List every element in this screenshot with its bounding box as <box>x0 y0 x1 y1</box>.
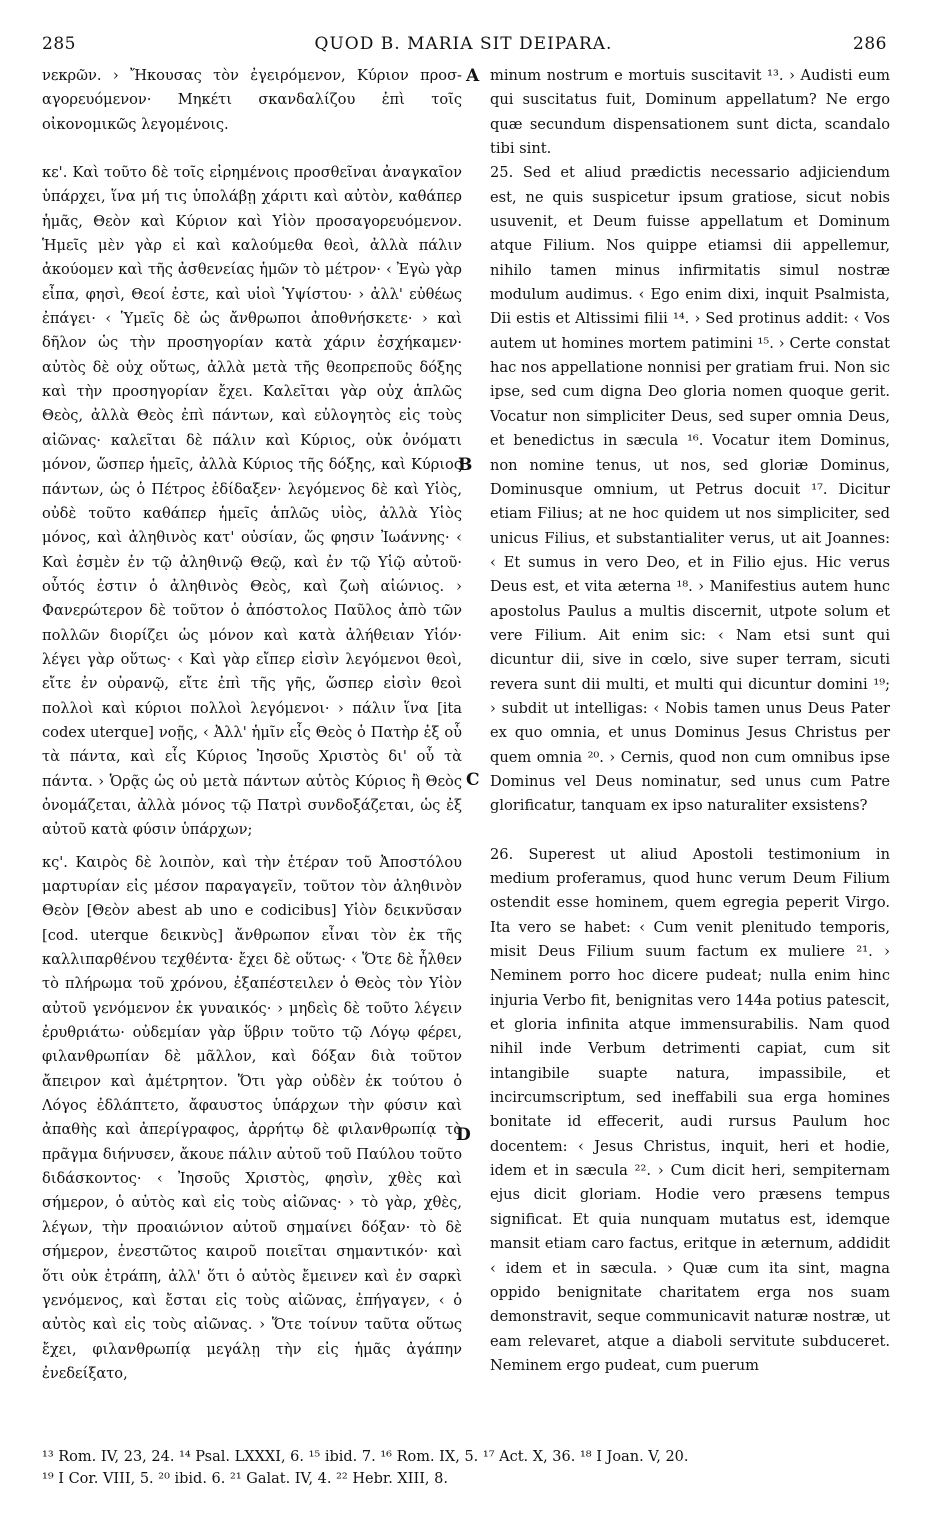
margin-letter-a: A <box>466 66 480 86</box>
margin-letter-b: B <box>458 455 473 475</box>
greek-paragraph-intro: νεκρῶν. › Ἤκουσας τὸν ἐγειρόμενον, Κύριον προσ-αγορευόμενον· Μηκέτι σκανδαλίζου ἐπὶ τοῖς οἰκονομικῶς λεγομένοις. <box>42 67 462 133</box>
greek-column <box>42 64 462 1394</box>
latin-paragraph-26: 26. Superest ut aliud Apostoli testimonium in medium proferamus, quod hunc verum Deum Filium ostendit esse hominem, quem egregia peperit Virgo. Ita vero se habet: ‹ Cum venit plenitudo temporis, misit Deus Filium suum factum ex muliere ²¹. › Neminem porro hoc dicere pudeat; nulla enim hinc injuria Verbo fit, benignitas vero 144a potius patescit, et gloria infinita atque immensurabilis. Nam quod nihil inde Verbum detrimenti capiat, cum sit intangibile suapte natura, impassibile, et incircumscriptum, sed ineffabili sua erga homines bonitate id effecerit, audi rursus Paulum hoc docentem: ‹ Jesus Christus, inquit, heri et hodie, idem et in sæcula ²². › Cum dicit heri, sempiternam ejus dicit gloriam. Hodie vero præsens tempus significat. Et quia nunquam mutatus est, idemque mansit etiam caro factus, eritque in æternum, addidit ‹ idem et in sæcula. › Quæ cum ita sint, magna oppido benignitate charitatem erga nos suam demonstravit, seque communicavit naturæ nostræ, ut eam relevaret, atque a diaboli servitute subduceret. Neminem ergo pudeat, cum puerum <box>490 845 890 1374</box>
margin-letter-c: C <box>466 770 480 790</box>
latin-paragraph-intro: minum nostrum e mortuis suscitavit ¹³. › Audisti eum qui suscitatus fuit, Dominum appellatum? Ne ergo quæ secundum dispensationem sunt dicta, scandalo tibi sint. <box>490 67 890 158</box>
running-header <box>0 34 927 58</box>
greek-paragraph-25: κε'. Καὶ τοῦτο δὲ τοῖς εἰρημένοις προσθεῖναι ἀναγκαῖον ὑπάρχει, ἵνα μή τις ὑπολάβῃ χάριτι καὶ αὐτὸν, καθάπερ ἡμᾶς, Θεὸν καὶ Κύριον καὶ Υἱὸν προσαγορευόμενον. Ἡμεῖς μὲν γὰρ εἰ καὶ καλούμεθα θεοὶ, ἀλλὰ πάλιν ἀκούομεν καὶ τῆς ἀσθενείας ἡμῶν τὸ μέτρον· ‹ Ἐγὼ γὰρ εἶπα, φησὶ, Θεοί ἐστε, καὶ υἱοὶ Ὑψίστου· › ἀλλ' εὐθέως ἐπάγει· ‹ Ὑμεῖς δὲ ὡς ἄνθρωποι ἀποθνήσκετε· › καὶ δῆλον ὡς τὴν προσηγορίαν κατὰ χάριν ἐσχήκαμεν· αὐτὸς δὲ οὐχ οὕτως, ἀλλὰ μετὰ τῆς θεοπρεποῦς δόξης καὶ τὴν προσηγορίαν ἔχει. Καλεῖται γὰρ οὐχ ἁπλῶς Θεὸς, ἀλλὰ Θεὸς ἐπὶ πάντων, καὶ εὐλογητὸς εἰς τοὺς αἰῶνας· καλεῖται δὲ πάλιν καὶ Κύριος, οὐκ ὀνόματι μόνον, ὥσπερ ἡμεῖς, ἀλλὰ Κύριος τῆς δόξης, καὶ Κύριος πάντων, ὡς ὁ Πέτρος ἐδίδαξεν· λεγόμενος δὲ καὶ Υἱὸς, οὐδὲ τοῦτο καθάπερ ἡμεῖς ἁπλῶς υἱὸς, ἀλλὰ Υἱὸς μόνος, καὶ ἀληθινὸς κατ' οὐσίαν, ὥς φησιν Ἰωάννης· ‹ Καὶ ἐσμὲν ἐν τῷ ἀληθινῷ Θεῷ, καὶ ἐν τῷ Υἱῷ αὐτοῦ· οὗτός ἐστιν ὁ ἀληθινὸς Θεὸς, καὶ ζωὴ αἰώνιος. › Φανερώτερον δὲ τοῦτον ὁ ἀπόστολος Παῦλος ἀπὸ τῶν πολλῶν διορίζει ὡς μόνον καὶ κατὰ ἀλήθειαν Υἱόν· λέγει γὰρ οὕτως· ‹ Καὶ γὰρ εἴπερ εἰσὶν λεγόμενοι θεοὶ, εἴτε ἐν οὐρανῷ, εἴτε ἐπὶ τῆς γῆς, ὥσπερ εἰσὶν θεοὶ πολλοὶ καὶ κύριοι πολλοὶ λεγόμενοι· › πάλιν ἵνα [ita codex uterque] νοῇς, ‹ Ἀλλ' ἡμῖν εἷς Θεὸς ὁ Πατὴρ ἐξ οὗ τὰ πάντα, καὶ εἷς Κύριος Ἰησοῦς Χριστὸς δι' οὗ τὰ πάντα. › Ὁρᾷς ὡς οὐ μετὰ πάντων αὐτὸς Κύριος ἢ Θεὸς ὀνομάζεται, ἀλλὰ μόνος τῷ Πατρὶ συνδοξάζεται, ὡς ἐξ αὐτοῦ κατὰ φύσιν ὑπάρχων; <box>42 164 462 839</box>
latin-column <box>490 64 890 1394</box>
margin-letter-d: D <box>456 1125 471 1145</box>
page-number-left: 285 <box>42 34 76 54</box>
running-title: QUOD B. MARIA SIT DEIPARA. <box>314 34 613 54</box>
page-number-right: 286 <box>853 34 887 54</box>
greek-paragraph-26: κς'. Καιρὸς δὲ λοιπὸν, καὶ τὴν ἑτέραν τοῦ Ἀποστόλου μαρτυρίαν εἰς μέσον παραγαγεῖν, τοῦτον τὸν ἀληθινὸν Θεὸν [Θεὸν abest ab uno e codicibus] Υἱὸν δεικνῦσαν [cod. uterque δεικνὺς] ἄνθρωπον εἶναι τὸν ἐκ τῆς καλλιπαρθένου τεχθέντα· ἔχει δὲ οὕτως· ‹ Ὅτε δὲ ἦλθεν τὸ πλήρωμα τοῦ χρόνου, ἐξαπέστειλεν ὁ Θεὸς τὸν Υἱὸν αὐτοῦ γενόμενον ἐκ γυναικός· › μηδεὶς δὲ τοῦτο λέγειν ἐρυθριάτω· οὐδεμίαν γὰρ ὕβριν τοῦτο τῷ Λόγῳ φέρει, φιλανθρωπίαν δὲ μᾶλλον, καὶ δόξαν διὰ τοῦτον ἄπειρον καὶ ἀμέτρητον. Ὅτι γὰρ οὐδὲν ἐκ τούτου ὁ Λόγος ἐδλάπτετο, ἄφαυστος ὑπάρχων τὴν φύσιν καὶ ἀπαθὴς καὶ ἀπερίγραφος, ἀρρήτῳ δὲ φιλανθρωπίᾳ τὸ πρᾶγμα διήνυσεν, ἄκουε πάλιν αὐτοῦ τοῦ Παύλου τοῦτο διδάσκοντος· ‹ Ἰησοῦς Χριστὸς, φησὶν, χθὲς καὶ σήμερον, ὁ αὐτὸς καὶ εἰς τοὺς αἰῶνας· › τὸ γὰρ, χθὲς, λέγων, τὴν προαιώνιον αὐτοῦ σημαίνει δόξαν· τὸ δὲ σήμερον, ἐνεστῶτος καιροῦ ποιεῖται σημαντικόν· καὶ ὅτι οὐκ ἐτράπη, ἀλλ' ὅτι ὁ αὐτὸς ἔμεινεν καὶ ἐν σαρκὶ γενόμενος, καὶ ἔσται εἰς τοὺς αἰῶνας, ἐπήγαγεν, ‹ ὁ αὐτὸς καὶ εἰς τοὺς αἰῶνας. › Ὅτε τοίνυν ταῦτα οὕτως ἔχει, φιλανθρωπίᾳ μεγάλῃ τὴν εἰς ἡμᾶς ἀγάπην ἐνεδείξατο, <box>42 853 462 1382</box>
latin-paragraph-25: 25. Sed et aliud prædictis necessario adjiciendum est, ne quis suspicetur ipsum gratiose, sicut nobis usuvenit, et Deum fuisse appellatum et Dominum atque Filium. Nos quippe etiamsi dii appellemur, nihilo tamen minus infirmitatis simul nostræ modulum audimus. ‹ Ego enim dixi, inquit Psalmista, Dii estis et Altissimi filii ¹⁴. › Sed protinus addit: ‹ Vos autem ut homines mortem patimini ¹⁵. › Certe constat hac nos appellatione nonnisi per gratiam frui. Non sic ipse, sed cum digna Deo gloria nomen quoque gerit. Vocatur non simpliciter Deus, sed super omnia Deus, et benedictus in sæcula ¹⁶. Vocatur item Dominus, non nomine tenus, ut nos, sed gloriæ Dominus, Dominusque omnium, ut Petrus docuit ¹⁷. Dicitur etiam Filius; at ne hoc quidem ut nos simpliciter, sed unicus Filius, et substantialiter verus, ut ait Joannes: ‹ Et sumus in vero Deo, et in Filio ejus. Hic verus Deus est, et vita æterna ¹⁸. › Manifestius autem hunc apostolus Paulus a multis discernit, utpote solum et vere Filium. Ait enim sic: ‹ Nam etsi sunt qui dicuntur dii, sive in cœlo, sive super terram, sicuti revera sunt dii multi, et multi qui dicuntur domini ¹⁹; › subdit ut intelligas: ‹ Nobis tamen unus Deus Pater ex quo omnia, et unus Dominus Jesus Christus per quem omnia ²⁰. › Cernis, quod non cum omnibus ipse Dominus vel Deus nominatur, sed unus cum Patre glorificatur, tanquam ex ipso naturaliter exsistens? <box>490 164 890 815</box>
footnotes-line-1: ¹³ Rom. IV, 23, 24. ¹⁴ Psal. LXXXI, 6. ¹⁵ ibid. 7. ¹⁶ Rom. IX, 5. ¹⁷ Act. X, 36. ¹⁸ I Joan. V, 20. <box>42 1449 689 1465</box>
footnotes-line-2: ¹⁹ I Cor. VIII, 5. ²⁰ ibid. 6. ²¹ Galat. IV, 4. ²² Hebr. XIII, 8. <box>42 1471 448 1487</box>
